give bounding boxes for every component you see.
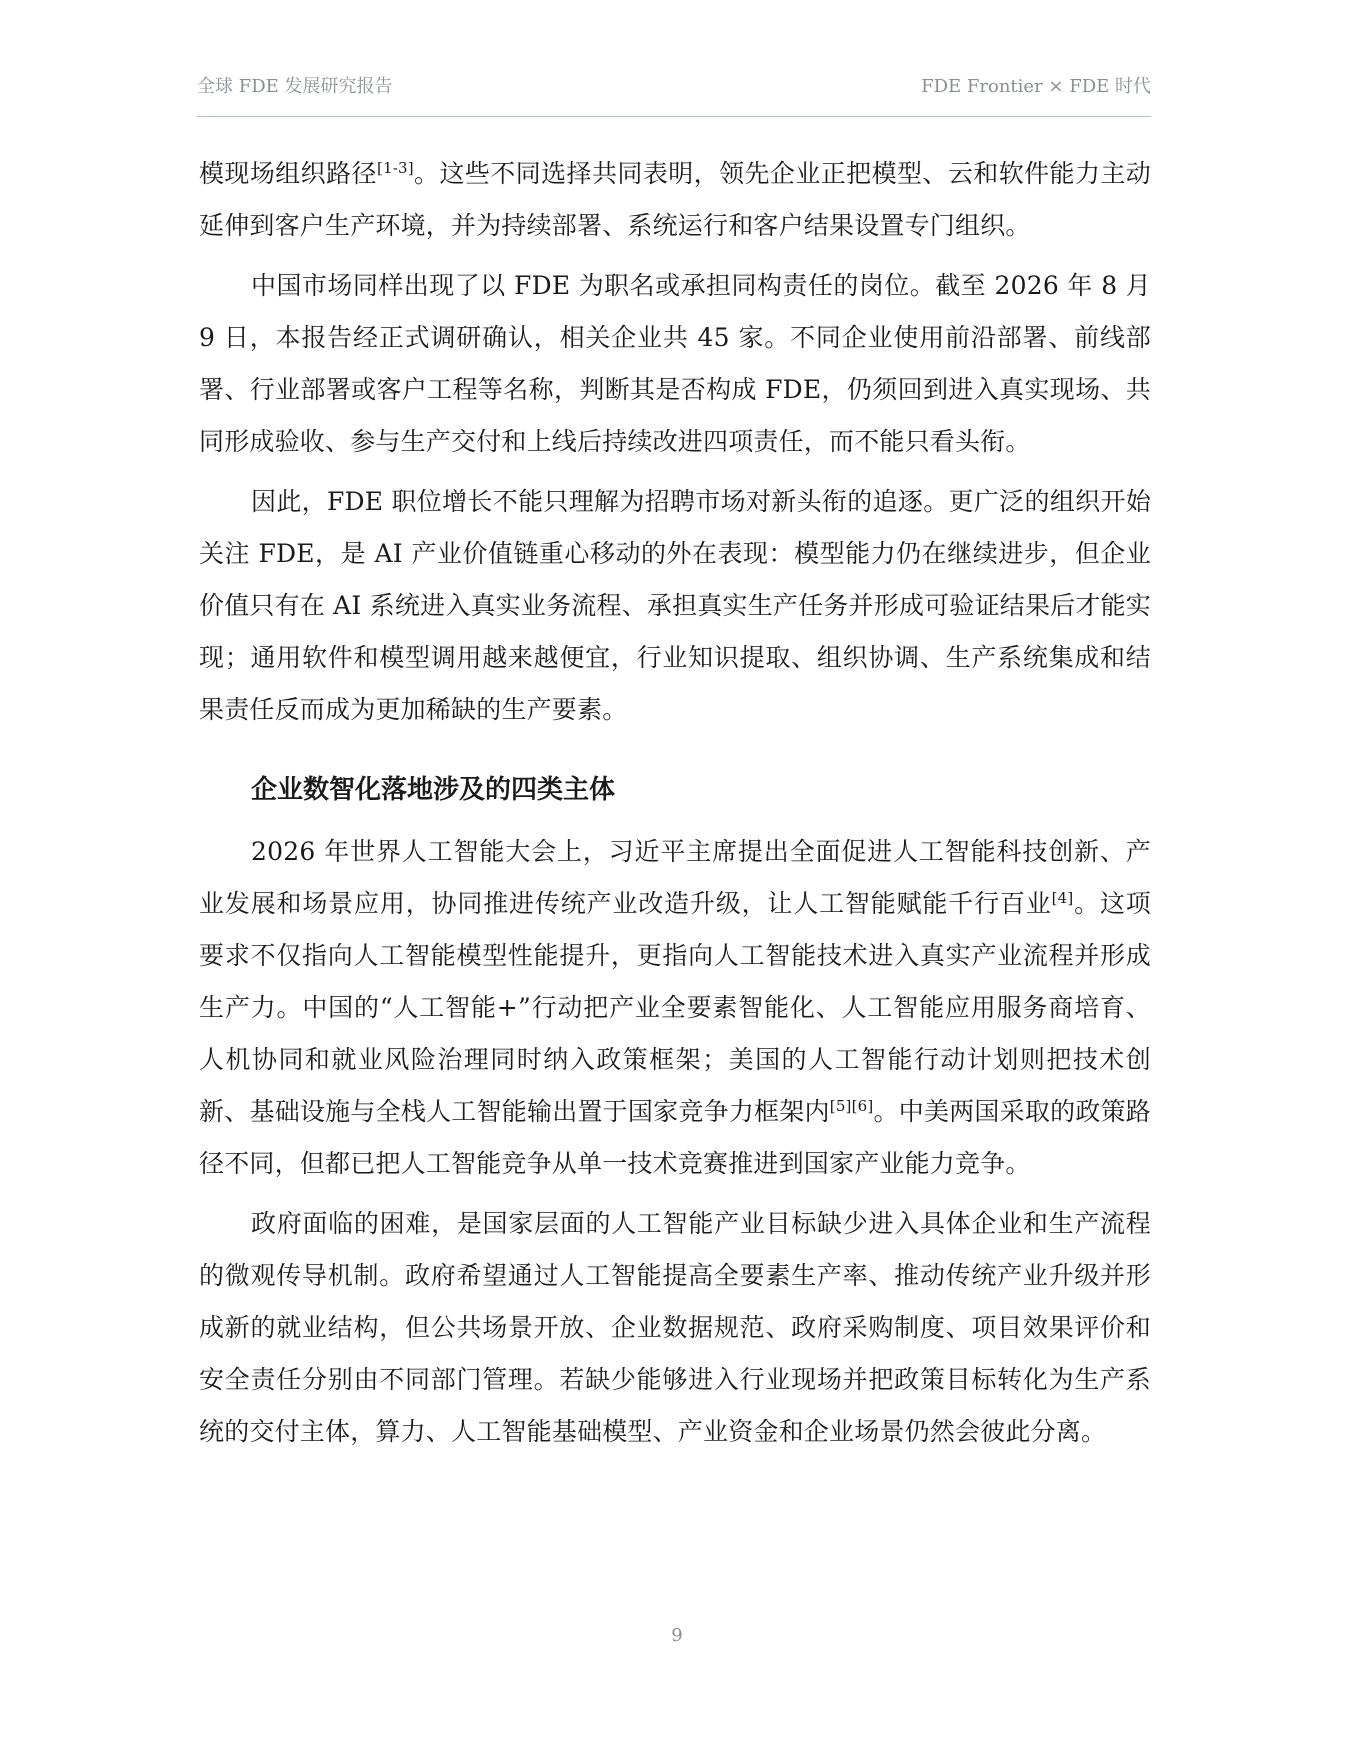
header-brand: FDE Frontier × FDE 时代 [921, 76, 1151, 97]
citation-ref: [4] [1051, 889, 1074, 907]
text-run: 2026 年世界人工智能大会上，习近平主席提出全面促进人工智能科技创新、产业发展和场景应用，协同推进传统产业改造升级，让人工智能赋能千行百业 [199, 837, 1151, 918]
page-number: 9 [671, 1625, 683, 1646]
report-title: 全球 FDE 发展研究报告 [197, 76, 393, 97]
text-run: 模现场组织路径 [199, 159, 377, 188]
page-body [199, 148, 1151, 1458]
text-run: 中国市场同样出现了以 FDE 为职名或承担同构责任的岗位。截至 2026 年 8 月 9 日，本报告经正式调研确认，相关企业共 45 家。不同企业使用前沿部署、前线部署、行业部署或客户工程等名称，判断其是否构成 FDE，仍须回到进入真实现场、共同形成验收、参与生产交付和上线后持续改进四项责任，而不能只看头衔。 [199, 271, 1151, 456]
text-run: 政府面临的困难，是国家层面的人工智能产业目标缺少进入具体企业和生产流程的微观传导机制。政府希望通过人工智能提高全要素生产率、推动传统产业升级并形成新的就业结构，但公共场景开放、企业数据规范、政府采购制度、项目效果评价和安全责任分别由不同部门管理。若缺少能够进入行业现场并把政策目标转化为生产系统的交付主体，算力、人工智能基础模型、产业资金和企业场景仍然会彼此分离。 [199, 1209, 1151, 1446]
paragraph [199, 260, 1151, 468]
header-divider [197, 116, 1151, 117]
paragraph [199, 1198, 1151, 1458]
paragraph-continued [199, 148, 1151, 252]
text-run: 。这些不同选择共同表明，领先企业正把模型、云和软件能力主动延伸到客户生产环境，并为持续部署、系统运行和客户结果设置专门组织。 [199, 159, 1151, 240]
text-run: 。中美两国采取的政策路径不同，但都已把人工智能竞争从单一技术竞赛推进到国家产业能力竞争。 [199, 1097, 1151, 1178]
paragraph [199, 476, 1151, 736]
citation-ref: [5][6] [829, 1097, 874, 1115]
citation-ref: [1-3] [376, 159, 414, 177]
page-header [197, 70, 1151, 100]
paragraph [199, 826, 1151, 1190]
text-run: 。这项要求不仅指向人工智能模型性能提升，更指向人工智能技术进入真实产业流程并形成生产力。中国的“人工智能+”行动把产业全要素智能化、人工智能应用服务商培育、人机协同和就业风险治理同时纳入政策框架；美国的人工智能行动计划则把技术创新、基础设施与全栈人工智能输出置于国家竞争力框架内 [199, 889, 1151, 1126]
text-run: 因此，FDE 职位增长不能只理解为招聘市场对新头衔的追逐。更广泛的组织开始关注 FDE，是 AI 产业价值链重心移动的外在表现：模型能力仍在继续进步，但企业价值只有在 AI 系统进入真实业务流程、承担真实生产任务并形成可验证结果后才能实现；通用软件和模型调用越来越便宜，行业知识提取、组织协调、生产系统集成和结果责任反而成为更加稀缺的生产要素。 [199, 487, 1151, 724]
section-heading: 企业数智化落地涉及的四类主体 [251, 775, 616, 805]
